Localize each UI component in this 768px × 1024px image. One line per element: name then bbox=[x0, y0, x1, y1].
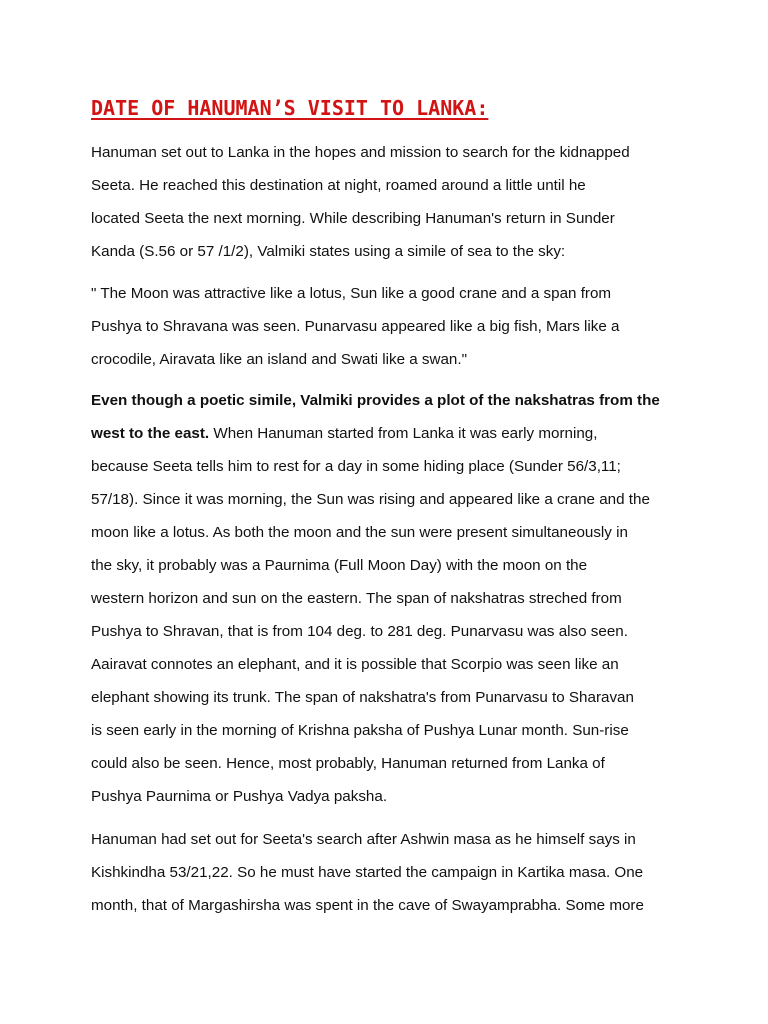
text-line: month, that of Margashirsha was spent in the cave of Swayamprabha. Some more bbox=[91, 897, 644, 914]
paragraph-intro bbox=[91, 136, 691, 268]
text-line: " The Moon was attractive like a lotus, Sun like a good crane and a span from bbox=[91, 285, 612, 302]
text-line: elephant showing its trunk. The span of nakshatra's from Punarvasu to Sharavan bbox=[91, 689, 634, 706]
text-line: is seen early in the morning of Krishna paksha of Pushya Lunar month. Sun-rise bbox=[91, 722, 629, 739]
paragraph-campaign bbox=[91, 823, 691, 922]
text-line: Hanuman set out to Lanka in the hopes and mission to search for the kidnapped bbox=[91, 144, 630, 161]
text-line: Kanda (S.56 or 57 /1/2), Valmiki states using a simile of sea to the sky: bbox=[91, 243, 566, 260]
paragraph-analysis bbox=[91, 384, 691, 813]
text-line: 57/18). Since it was morning, the Sun was rising and appeared like a crane and the bbox=[91, 491, 650, 508]
document-title: DATE OF HANUMAN’S VISIT TO LANKA: bbox=[91, 96, 489, 120]
text-line: crocodile, Airavata like an island and Swati like a swan." bbox=[91, 351, 467, 368]
text-line: Seeta. He reached this destination at night, roamed around a little until he bbox=[91, 177, 586, 194]
bold-text-line: Even though a poetic simile, Valmiki provides a plot of the nakshatras from the bbox=[91, 392, 660, 409]
text-line: Pushya to Shravan, that is from 104 deg. to 281 deg. Punarvasu was also seen. bbox=[91, 623, 628, 640]
text-line: because Seeta tells him to rest for a day in some hiding place (Sunder 56/3,11; bbox=[91, 458, 621, 475]
text-line: could also be seen. Hence, most probably, Hanuman returned from Lanka of bbox=[91, 755, 605, 772]
text-phrase: When Hanuman started from Lanka it was early morning, bbox=[209, 425, 598, 442]
paragraph-quote bbox=[91, 277, 691, 376]
text-line: Aairavat connotes an elephant, and it is possible that Scorpio was seen like an bbox=[91, 656, 619, 673]
text-line: Kishkindha 53/21,22. So he must have started the campaign in Kartika masa. One bbox=[91, 864, 644, 881]
bold-phrase: west to the east. bbox=[91, 425, 210, 442]
text-line: Hanuman had set out for Seeta's search after Ashwin masa as he himself says in bbox=[91, 831, 636, 848]
text-line: Pushya Paurnima or Pushya Vadya paksha. bbox=[91, 788, 388, 805]
text-line: located Seeta the next morning. While describing Hanuman's return in Sunder bbox=[91, 210, 615, 227]
text-line bbox=[91, 417, 691, 450]
text-line: moon like a lotus. As both the moon and the sun were present simultaneously in bbox=[91, 524, 628, 541]
text-line: western horizon and sun on the eastern. The span of nakshatras streched from bbox=[91, 590, 622, 607]
text-line: the sky, it probably was a Paurnima (Full Moon Day) with the moon on the bbox=[91, 557, 588, 574]
text-line: Pushya to Shravana was seen. Punarvasu appeared like a big fish, Mars like a bbox=[91, 318, 620, 335]
